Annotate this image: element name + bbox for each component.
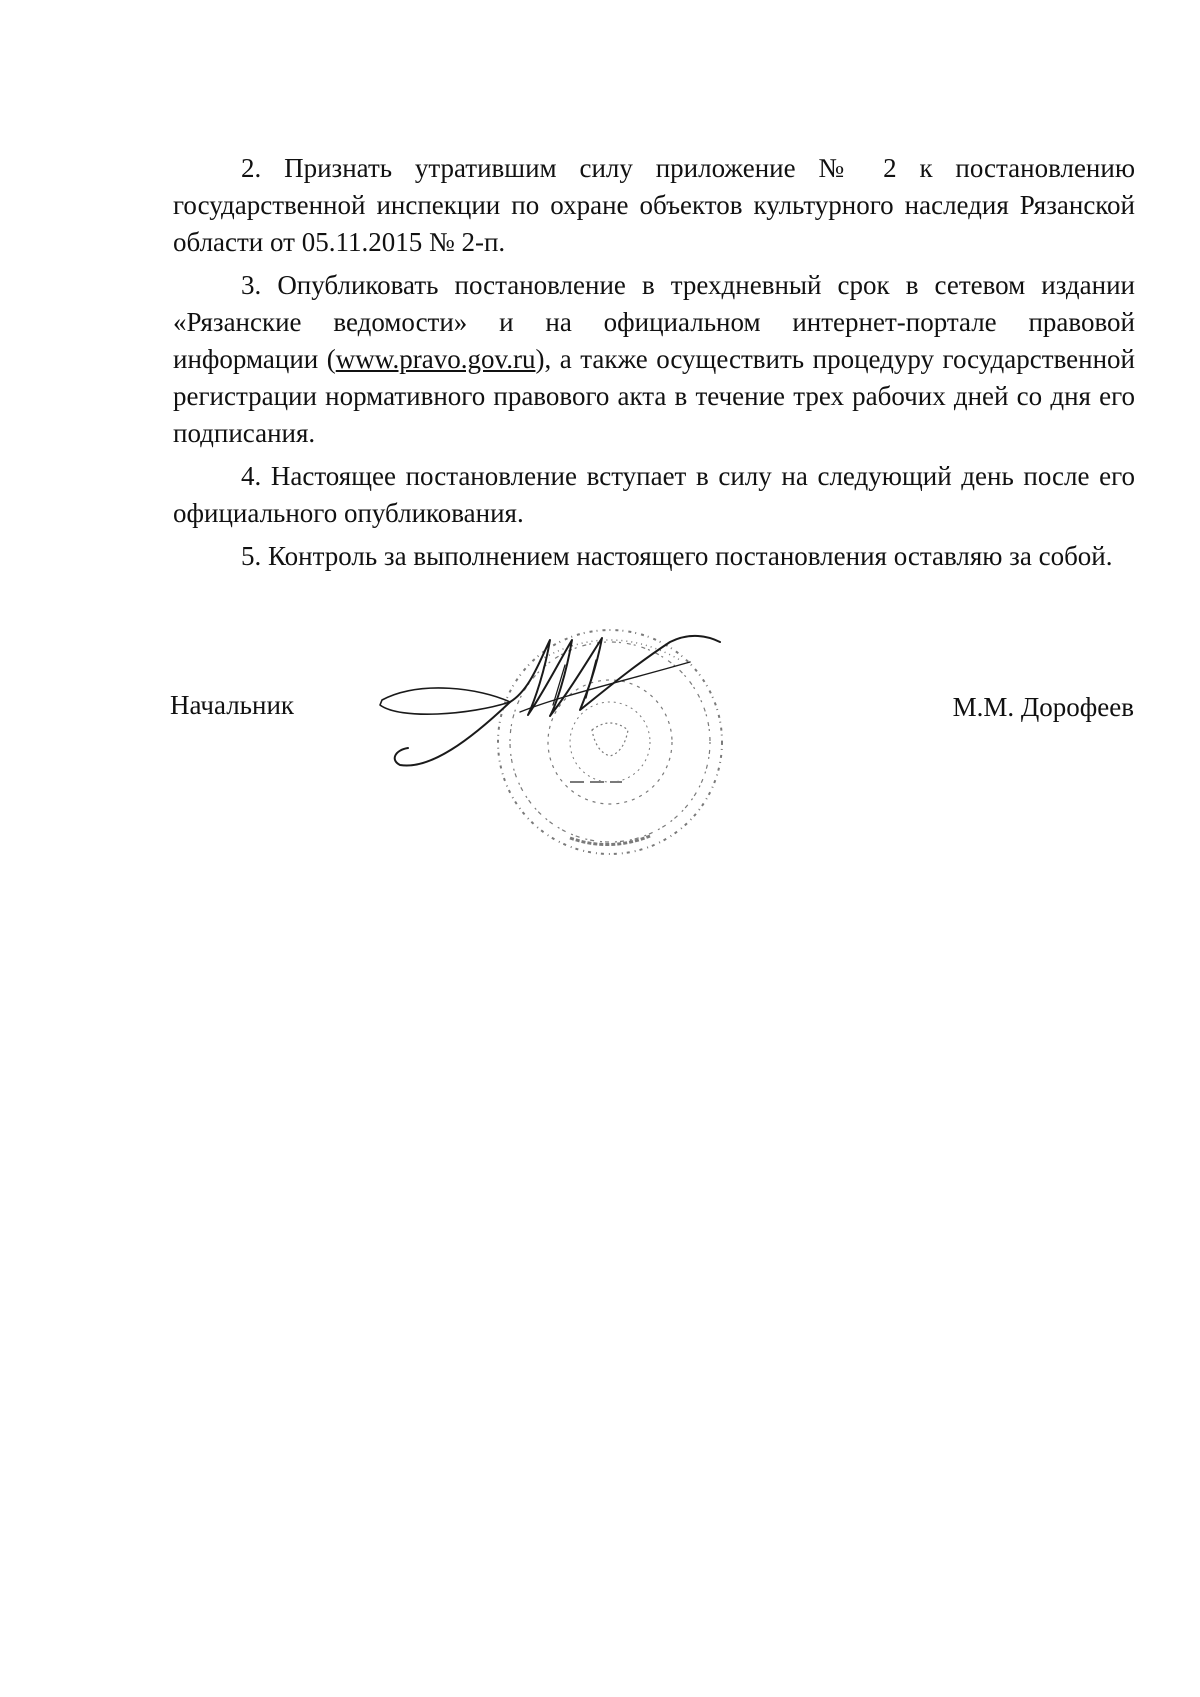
signature-block [0, 600, 1200, 870]
paragraph-4: 4. Настоящее постановление вступает в силу на следующий день после его официального опубликования. [173, 461, 1135, 528]
official-seal-stamp [498, 630, 722, 854]
signer-name: М.М. Дорофеев [952, 692, 1134, 722]
paragraph-3 [173, 267, 1135, 452]
pravo-portal-link[interactable]: www.pravo.gov.ru [335, 344, 536, 374]
document-body [173, 150, 1135, 581]
paragraph-5: 5. Контроль за выполнением настоящего постановления оставляю за собой. [241, 541, 1113, 571]
paragraph-3-text-before: 3. Опубликовать постановление в трехдневный срок в сетевом издании «Рязанские ведомости» и на официальном интернет-портале правовой информации ( [173, 270, 1135, 374]
paragraph-2: 2. Признать утратившим силу приложение № 2 к постановлению государственной инспекции по охране объектов культурного наследия Рязанской области от 05.11.2015 № 2-п. [173, 153, 1135, 257]
position-title: Начальник [170, 690, 295, 720]
paragraph-3-text-after: ), а также осуществить процедуру государственной регистрации нормативного правового акта в течение трех рабочих дней со дня его подписания. [173, 344, 1135, 448]
stamp-and-signature [360, 620, 780, 870]
